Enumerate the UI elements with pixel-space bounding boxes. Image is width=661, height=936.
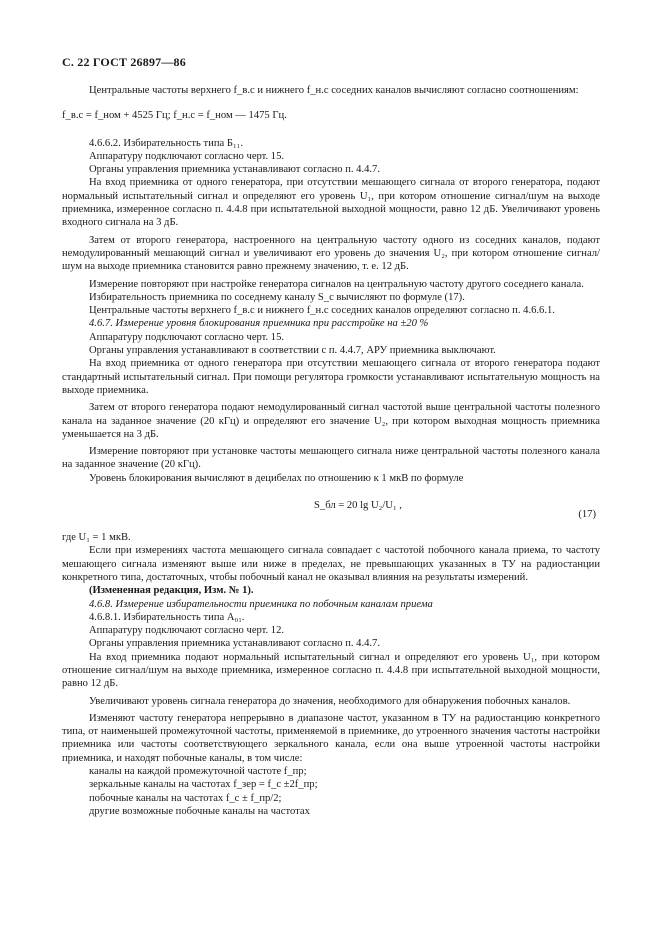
page-header: С. 22 ГОСТ 26897—86 [62, 55, 186, 69]
section-heading: 4.6.7. Измерение уровня блокирования приемника при расстройке на ±20 % [89, 318, 429, 330]
paragraph: Изменяют частоту генератора непрерывно в диапазоне частот, указанном в ТУ на радиостанцию конкретного типа, от наименьшей промежуточной частоты, применяемой в приемнике, до утроенного значения частоты настройки приемника или частоты соответствующего зеркального канала, если она выше утроенной частоты настройки приемника, и находят побочные каналы, в том числе: [62, 712, 600, 764]
list-item: каналы на каждой промежуточной частоте f_пр; [89, 766, 307, 778]
paragraph: Затем от второго генератора, настроенного на центральную частоту одного из соседних каналов, подают немодулированный мешающий сигнал и увеличивают его уровень до значения U₂, при котором отношение сигнал/шум на выходе приемника становится равно прежнему значению, т. е. 12 дБ. [62, 234, 600, 273]
formula-center-frequencies: f_в.с = f_ном + 4525 Гц; f_н.с = f_ном — 1475 Гц. [62, 110, 287, 122]
amendment-note: (Измененная редакция, Изм. № 1). [89, 585, 254, 597]
list-item: побочные каналы на частотах f_с ± f_пр/2; [89, 792, 282, 804]
paragraph: Аппаратуру подключают согласно черт. 15. [89, 150, 285, 162]
paragraph: Увеличивают уровень сигнала генератора до значения, необходимого для обнаружения побочных каналов. [89, 695, 571, 707]
paragraph: Затем от второго генератора подают немодулированный сигнал частотой выше центральной частоты полезного канала на заданное значение (20 кГц) и определяют его значение U₂, при котором выходная мощность приемника уменьшается на 3 дБ. [62, 402, 600, 440]
list-item: зеркальные каналы на частотах f_зер = f_с ±2f_пр; [89, 779, 318, 791]
section-heading: 4.6.6.2. Избирательность типа Б₁₁. [89, 137, 243, 149]
paragraph: Уровень блокирования вычисляют в децибелах по отношению к 1 мкВ по формуле [89, 472, 464, 484]
paragraph: Органы управления приемника устанавливают согласно п. 4.4.7. [89, 638, 381, 650]
list-item: другие возможные побочные каналы на частотах [89, 805, 310, 817]
section-heading: 4.6.8. Измерение избирательности приемника по побочным каналам приема [89, 598, 433, 610]
paragraph: Органы управления устанавливают в соответствии с п. 4.4.7, АРУ приемника выключают. [89, 345, 496, 357]
formula-17-expression: S_бл = 20 lg U₂/U₁ , [314, 500, 402, 512]
paragraph: Аппаратуру подключают согласно черт. 15. [89, 331, 285, 343]
paragraph: Измерение повторяют при установке частоты мешающего сигнала ниже центральной частоты полезного канала на заданное значение (20 кГц). [62, 446, 600, 471]
paragraph: На вход приемника от одного генератора при отсутствии мешающего сигнала от второго генератора подают стандартный испытательный сигнал. При помощи регулятора громкости устанавливают испытательную мощность на выходе приемника. [62, 358, 600, 396]
paragraph: Аппаратуру подключают согласно черт. 12. [89, 625, 285, 637]
page-body [62, 84, 600, 818]
paragraph: Органы управления приемника устанавливают согласно п. 4.4.7. [89, 164, 381, 176]
paragraph: Центральные частоты верхнего f_в.с и нижнего f_н.с соседних каналов вычисляют согласно соотношениям: [89, 85, 579, 96]
paragraph: Если при измерениях частота мешающего сигнала совпадает с частотой побочного канала приема, то частоту мешающего сигнала изменяют выше или ниже в пределах, не превышающих указанных в ТУ на радиостанции конкретного типа, достаточных, чтобы побочный канал не оказывал влияния на результаты измерений. [62, 545, 600, 583]
section-heading: 4.6.8.1. Избирательность типа А₀₁. [89, 611, 245, 623]
paragraph: Измерение повторяют при настройке генератора сигналов на центральную частоту другого соседнего канала. [89, 278, 584, 290]
paragraph: Избирательность приемника по соседнему каналу S_с вычисляют по формуле (17). [89, 291, 465, 303]
formula-17-number: (17) [578, 509, 596, 521]
paragraph: где U₁ = 1 мкВ. [62, 532, 131, 544]
paragraph: Центральные частоты верхнего f_в.с и нижнего f_н.с соседних каналов определяют согласно п. 4.6.6.1. [89, 305, 555, 317]
formula-17 [62, 491, 600, 529]
paragraph: На вход приемника от одного генератора, при отсутствии мешающего сигнала от второго генератора, подают нормальный испытательный сигнал и определяют его уровень U₁, при котором отношение сигнал/шум на выходе приемника, измеренное согласно п. 4.4.8 при испытательной выходной мощности, равно 12 дБ. Увеличивают уровень входного сигнала на 3 дБ. [62, 177, 600, 229]
paragraph: На вход приемника подают нормальный испытательный сигнал и определяют его уровень U₁, при котором отношение сигнал/шум на выходе приемника, измеренное согласно п. 4.4.8 при испытательной выходной мощности, равно 12 дБ. [62, 651, 600, 690]
